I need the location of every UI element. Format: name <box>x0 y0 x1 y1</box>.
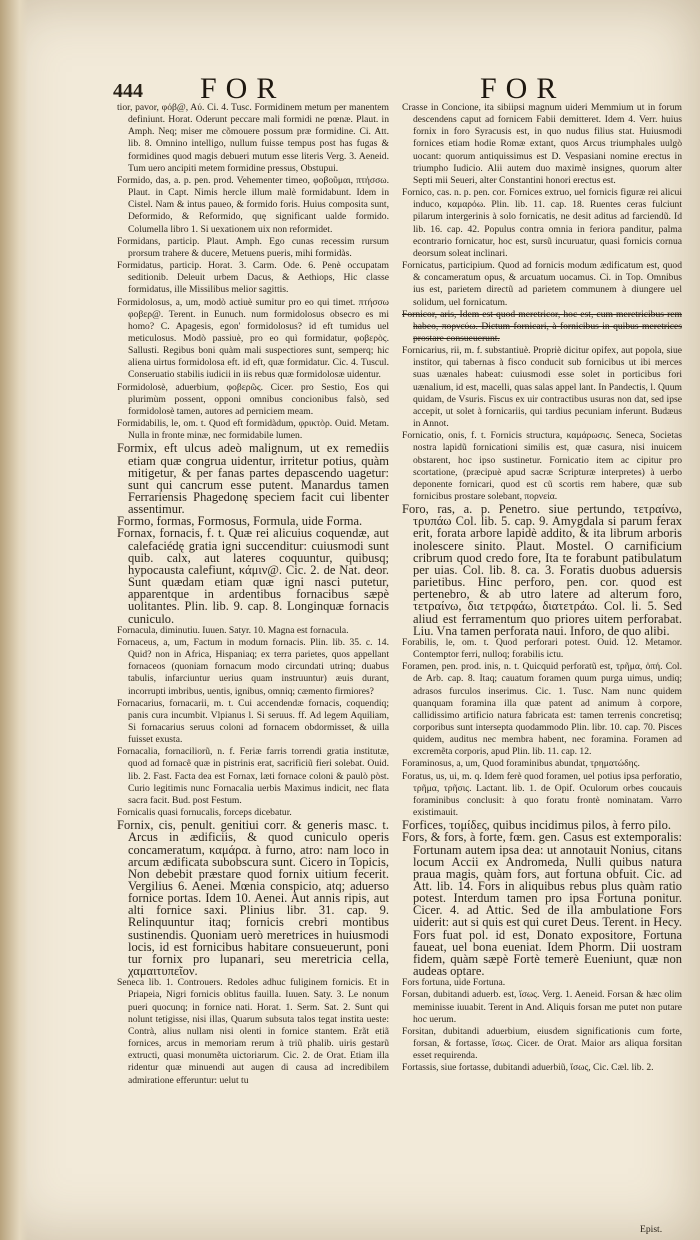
entry: Formix, eft ulcus adeò malignum, ut ex remediis etiam quæ congrua uidentur, irritetur potius, quàm mitigetur, & per fanas partes depascendo uagetur: sunt qui cancrum esse putent. Manardus tamen Ferrariensis Phagedonę speciem facit cui libenter assentimur. <box>117 441 389 517</box>
left-column <box>117 102 389 1087</box>
entry: Fornacula, diminutiu. Iuuen. Satyr. 10. Magna est fornacula. <box>117 624 349 636</box>
entry: Fortassis, siue fortasse, dubitandi aduerbiũ, ἴσως, Cic. Cæl. lib. 2. <box>402 1062 654 1074</box>
entry: Formidatus, particip. Horat. 3. Carm. Ode. 6. Penè occupatam seditionib. Deleuit urbem Dacus, & Aethiops, Hic classe formidatus, ille Missilibus melior sagittis. <box>117 260 389 296</box>
entry: Fornicatio, onis, f. t. Fornicis structura, καμάρωσις. Seneca, Societas nostra lapidũ fornicationi similis est, quæ casura, nisi inuicem obstarent, hoc ipso sustinetur. Fornicatio item ac cipitur pro scortatione, (præcipuè apud sacræ Scripturæ interpretes) à uerbo deponente fornicari, quod est cũ scortis rem habere, quæ sub fornicibus prostare solebant, πορνεία. <box>402 430 682 502</box>
entry: Fornacalia, fornaciliorũ, n. f. Feriæ farris torrendi gratia institutæ, quod ad fornacê quæ in pistrinis erat, sacrificiũ fieri solebat. Ouid. lib. 2. Fast. Facta dea est Fornax, læti fornace coloni & paulò pòst. Curio legitimis nunc Fornacalia uerbis Maximus indicit, nec flata sacra facit. Bud. post Festum. <box>117 746 389 806</box>
entry: tior, pavor, φόβ@, Αύ. Ci. 4. Tusc. Formidinem metum per manentem definiunt. Horat. Oderunt peccare mali formidi ne pœnæ. Plaut. in Amph. Neq; miser me cõmouere possum præ formidine. Ci. Att. lib. 8. Omnino intelligo, nullum fuisse tempus post has fugas & formidines quod magis debueri mutum esse literis Verg. 3. Aeneid. Tum uero ancipiti metem formidine pressus, Obstupui. <box>117 102 389 174</box>
entry: Foraminosus, a, um, Quod foraminibus abundat, τρηματώδης. <box>402 758 640 770</box>
entry: Formidabilis, le, om. t. Quod eft formidàdum, φρικτὸρ. Ouid. Metam. Nulla in fronte minæ, nec formidabile lumen. <box>117 418 389 442</box>
entry: Fornax, fornacis, f. t. Quæ rei alicuius coquendæ, aut calefaciédę gratia igni succenditur: cuiusmodi sunt quib. calx, aut lateres coquuntur, quibusq; hypocausta calefiunt, κάμιν@. Cic. 2. de Nat. deor. Sunt quædam etiam quæ igni nasci putetur, apparentque in ardentibus fornacibus sæpè uolitantes. Plin. lib. 9. cap. 8. Longinquæ fornacis cuniculo. <box>117 526 389 626</box>
catchword: Epist. <box>640 1224 663 1235</box>
entry: Foratus, us, ui, m. q. Idem ferè quod foramen, uel potius ipsa perforatio, τρῆμα, τρῆσις. Lactant. lib. 1. de Opif. Oculorum orbes coucauis foraminibus conclusit: à quo foratu frontè nominatam. Varro existimauit. <box>402 770 682 819</box>
entry: Fornicarius, rii, m. f. substantiuè. Propriè dicitur opifex, aut popola, siue institor, qui tabernas à fisco conducit sub fornicibus ut ibi merces suas uænales habeat: cuiusmodi esse solet in porticibus fori uænalium, id est, macelli, quas salas appel lant. In Pandectis, l. Quum quidam, de Vsuris. Fiscus ex uir contractibus usuras non dat, sed ipse accepit, ut solet à fornicariis, qui tardius pecuniam inferunt. Budæus in Annot. <box>402 345 682 430</box>
entry: Fornicatus, participium. Quod ad fornicis modum ædificatum est, quod & concameratum opus, & arcuatum uocamus. Ci. in Top. Omnibus ius est, parietem directũ ad parietem communem à diungere uel solidum, uel fornicatum. <box>402 260 682 308</box>
running-head-left: FOR <box>200 72 286 105</box>
entry: Fors, & fors, à forte, fœm. gen. Casus est extemporalis: Fortunam autem ipsa dea: ut annotauit Nonius, citans locum Accii ex Andromeda, Nulli quibus natura praua magis, quàm fors, aut fortuna obfuit. Cic. ad Att. lib. 14. Fors in aliquibus rebus plus quàm ratio potest. Interdum tamen pro ipsa Fortuna ponitur. Cicer. 4. ad Attic. Sed de illa ambulatione Fors uiderit: aut si quis est qui curet Deus. Terent. in Hecy. Fors fuat pol. id est, Donato expositore, Fortuna faueat, uel bona eueniat. Idem Phorm. Dii uostram fidem, quàm sæpè Fortè temerè Eueniunt, quæ non audeas optare. <box>402 830 682 979</box>
entry: Forabilis, le, om. t. Quod perforari potest. Ouid. 12. Metamor. Contemptor ferri, nulloq; forabilis ictu. <box>402 636 682 661</box>
entry: Fornacarius, fornacarii, m. t. Cui accendendæ fornacis, coquendiq; panis cura incumbit. Vlpianus l. Si seruus. ff. Ad legem Aquiliam, Si fornacarius seruus coloni ad fornacem obdormisset, & uilla fuisset exusta. <box>117 697 389 746</box>
entry: Formidolosè, aduerbium, φοβερῶς. Cicer. pro Sestio, Eos qui plurimùm possent, opponi omnibus concionibus falsò, sed formidolosè tamen, autores ad perniciem meam. <box>117 381 389 417</box>
entry: Formo, formas, Formosus, Formula, uide Forma. <box>117 514 363 529</box>
entry: Fors fortuna, uide Fortuna. <box>402 977 506 989</box>
entry: Seneca lib. 1. Controuers. Redoles adhuc fuliginem fornicis. Et in Priapeia, Nigri fornicis oblitus fauilla. Iuuen. Saty. 3. Le nonum pueri quocunq; in fornice nati. Horat. 1. Serm. Sat. 2. Sunt qui nolunt tetigisse, nisi illas, Quarum subsuta talos tegat instita ueste: Contrà, alius nullam nisi olenti in fornice stantem. Erãt etiã fornices, arcus in memoriam rerum à triũ phalib. uiris gestarũ extructi, quasi monumẽta uictoriarum. Cic. 2. de Orat. Etiam illa ridentur quæ minuendi aut augen di causa ad incredibilem admiratione efferuntur: uelut tu <box>117 977 389 1086</box>
entry: Forsan, dubitandi aduerb. est, ἴσως. Verg. 1. Aeneid. Forsan & hæc olim meminisse iuuabit. Terent in And. Aliquis forsan me putet non putare hoc uerum. <box>402 989 682 1025</box>
right-column <box>402 102 682 1075</box>
entry: Fornico, cas. n. p. pen. cor. Fornices extruo, uel fornicis figuræ rei alicui induco, καμαρόω. Plin. lib. 11. cap. 18. Ruentes ceras fulciunt pilarum intergerinis à solo fornicatis, ne desit aditus ad farciendũ. Id lib. 16. cap. 42. Populus contra omnia in feriora panditur, palma econtrario fornicatur, hoc est, sursũ incuruatur, quasi fornicis cornua deorsum soleat inclinari. <box>402 187 682 259</box>
entry: Fornicor, aris, Idem est quod meretricor, hoc est, cum meretricibus rem habeo, πορνεύω. Dictum fornicari, à fornicibus in quibus meretrices prostare consueuerunt. <box>402 308 682 344</box>
entry: Formido, das, a. p. pen. prod. Vehementer timeo, φοβοῦμαι, πτήσσω. Plaut. in Capt. Nimis hercle illum malè formidabunt. Idem in Cistel. Nam & intus paueo, & formido foris. Huius composita sunt, Deformido, & Reformido, quę significant ualde formido. Columella libro 1. Si uexationem uix non reformidet. <box>117 174 389 235</box>
entry: Formidolosus, a, um, modò actiuè sumitur pro eo qui timet. πτήσσω φοβερ@. Terent. in Eunuch. num formidolosus obsecro es mi homo? C. Apagesis, egon' formidolosus? id eft tumidus uel meticulosus. Modò passiuè, pro eo quì formidatur, φοβερὸς. Sallusti. Regibus boni quàm mali suspectiores sunt, semperq; hic aliena uirtus formidolosa eft. id eft, quæ formidatur. Cic. 4. Tuscul. Conseruatio stabilis iudicii in iis rebus quæ formidolosæ uidentur. <box>117 296 389 381</box>
entry: Forfices, τομίδες, quibus incidimus pilos, à ferro pilo. <box>402 818 671 833</box>
entry: Fornix, cis, penult. genitiui corr. & generis masc. t. Arcus in ædificiis, & quod cuniculo operis concameratum, καμάρα. à furno, atro: nam loco in arcum ædificata subobscura sunt. Cicero in Topicis, Non debebit præstare quod fornix uitium fecerit. Vergilius 6. Aenei. Mœnia conspicio, atq; aduerso fornice portas. Idem 10. Aenei. Aut annis ripis, aut alti fornice saxi. Plinius libr. 31. cap. 9. Relinquuntur itaq; fornicis crebri montibus sustinendis. Quoniam uerò meretrices in hu⁠iusmodi locis, id est fornicibus habitare consueuerunt, poni tur fornix pro lupanari, seu meretricia cella, χαμαιτυπεῖον. <box>117 818 389 979</box>
page-number: 444 <box>113 80 143 102</box>
entry: Formidans, particip. Plaut. Amph. Ego cunas recessim rursum prorsum trahere & ducere, Metuens pueris, mihi formidàs. <box>117 235 389 259</box>
entry: Fornicalis quasi fornucalis, forceps dicebatur. <box>117 807 292 819</box>
entry: Forsitan, dubitandi aduerbium, eiusdem significationis cum forte, forsan, & fortasse, ἴσως. Cicer. de Orat. Maior ars aliqua forsitan esset requirenda. <box>402 1025 682 1062</box>
entry: Crasse in Concione, ita sibiipsi magnum uideri Memmium ut in forum descendens caput ad fornicem Fabii demitteret. Idem 4. Verr. huius fornix in foro Syracusis est, in quo nudus filius stat. Huiusmodi fornices etiam hodie Romæ extant, quos Arcus triumphales uulgò uocant: quorum antiquissimus est D. Vespasiani nomine erectus in triumpho Iudicio. Alii autem duo maximè insignes, quorum alter Septi mii Seueri, alter Constantini honori erectus est. <box>402 102 682 186</box>
running-head-right: FOR <box>480 72 566 105</box>
entry: Foro, ras, a. p. Penetro. siue pertundo, τετραίνω, τρυπάω Col. lib. 5. cap. 9. Amygdala si parum ferax erit, forata arbore lapidè addito, & ita librum arboris inolescere sinito. Plaut. Mostel. O carnificium cribrum quod credo fore, Ita te forabunt patibulatum per uias. Col. lib. 8. ca. 3. Foratis duobus aduersis parietibus. Hinc perforo, pen. cor. quod est pertenebro, & ab utro latere ad alterum foro, τετραίνω, δια τετρφάω, διατετράω. Col. li. 5. Sed aliud est ferramentum quo priores uitem perforabat. Liu. Vna tamen perforata naui. Inforo, de quo alibi. <box>402 502 682 638</box>
entry: Foramen, pen. prod. inis, n. t. Quicquid perforatũ est, τρῆμα, ὀπή. Col. de Arb. cap. 8. Itaq; cauatum foramen quum purga uimus, undiq; adrasos furculos inserimus. Cic. 1. Tusc. Nam nunc quidem quanquam foramina illa quæ patent ad animum à corpore, callidissimo artificio natura fabricata est: tamen terrenis concretisq; corporibus sunt intersepta quodammodo Plin. libr. 10. cap. 70. Pisces quidem, auditus nec membra habent, nec foramina. Foramen ad excremẽta corporis, apud Plin. lib. 11. cap. 12. <box>402 661 682 758</box>
binding-shadow <box>0 0 28 1240</box>
entry: Fornaceus, a, um, Factum in modum fornacis. Plin. lib. 35. c. 14. Quid? non in Africa, Hispaniaq; ex terra parietes, quos appellant fornaceos (quoniam fornacum modo circundati utrinq; duabus tabulis, infarciuntur uerius quam instruuntur) æuis durant, incorrupti imbribus, uentis, ignibus, omniq; cæmento firmiores? <box>117 636 389 697</box>
